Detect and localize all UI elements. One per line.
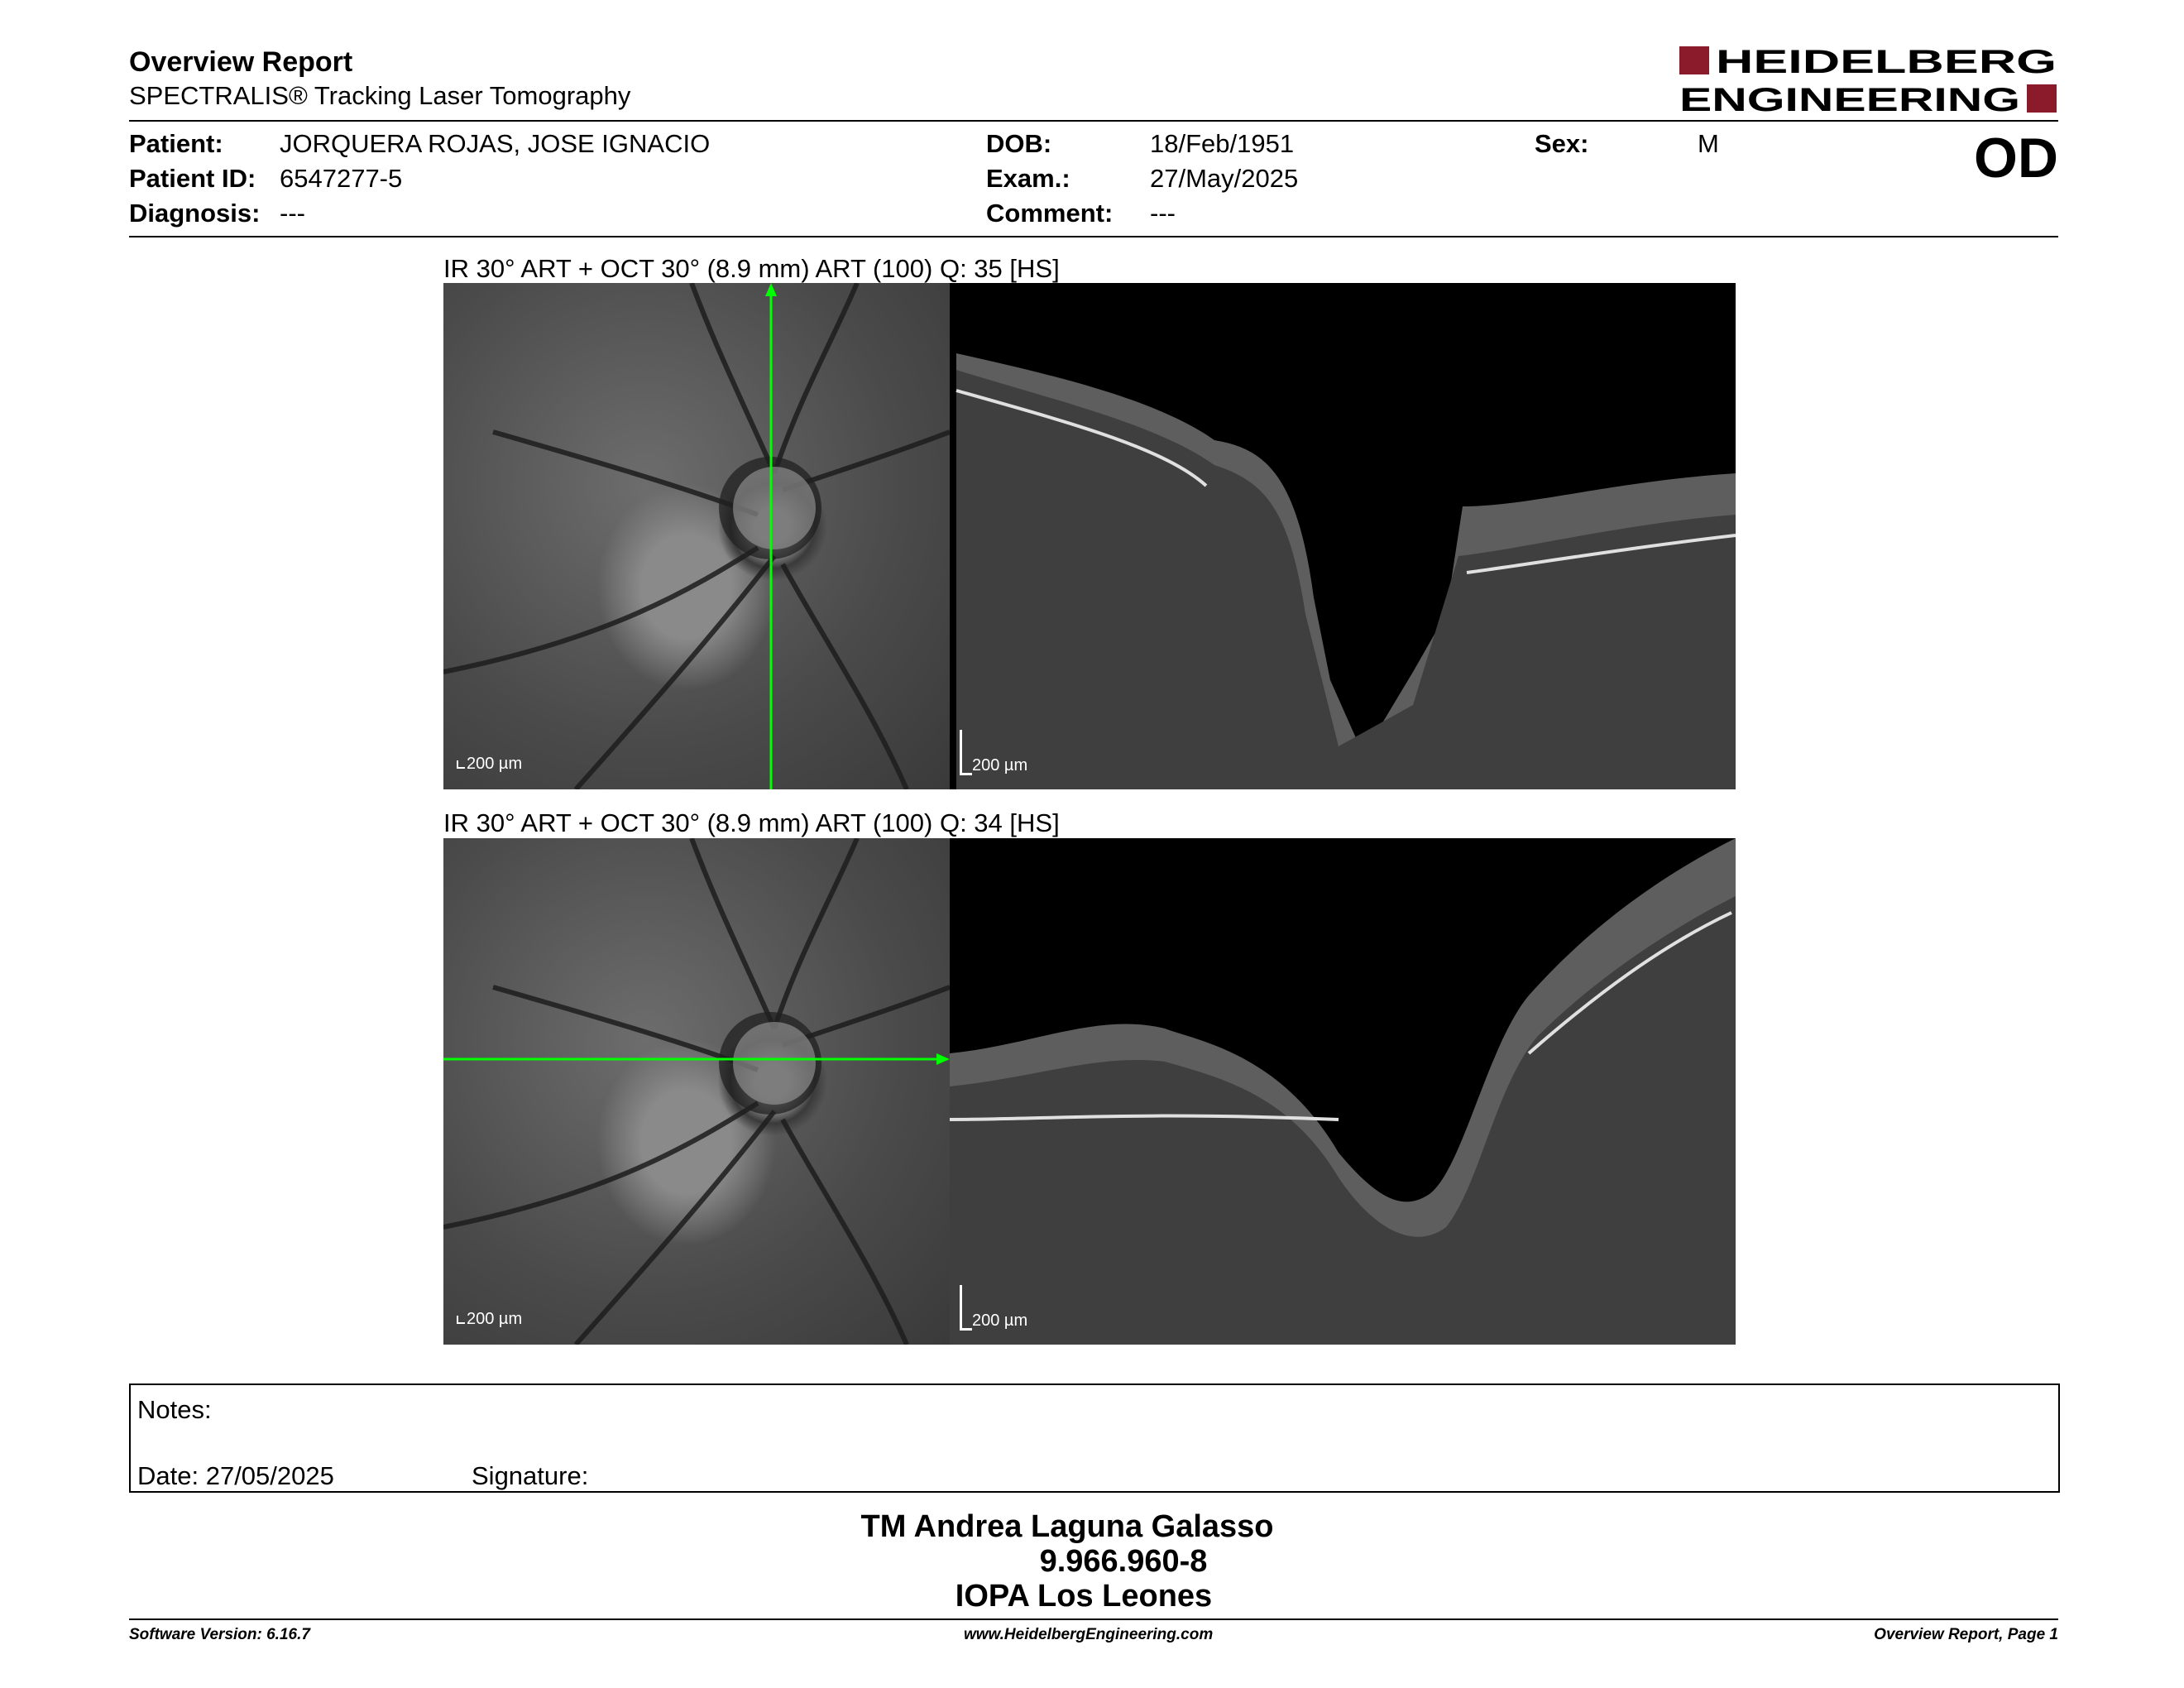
notes-box: [129, 1383, 2060, 1493]
footer-website-link[interactable]: www.HeidelbergEngineering.com: [964, 1626, 1214, 1643]
report-title: Overview Report: [129, 46, 353, 78]
patient-divider: [129, 236, 2058, 237]
signatory-name: TM Andrea Laguna Galasso: [860, 1509, 1274, 1544]
dob-value: 18/Feb/1951: [1150, 129, 1295, 158]
exam-value: 27/May/2025: [1150, 164, 1299, 193]
notes-label: Notes:: [137, 1395, 212, 1424]
signatory-institution: IOPA Los Leones: [955, 1579, 1213, 1614]
exam-label: Exam.:: [986, 164, 1070, 193]
logo-line1: HEIDELBERG: [1716, 45, 2057, 80]
scan-1-fundus-scale: 200 µm: [457, 755, 522, 774]
footer-page-number: Overview Report, Page 1: [1874, 1626, 2058, 1643]
scan-1-fundus-image: [443, 283, 950, 789]
patient-label: Patient:: [129, 129, 223, 158]
dob-label: DOB:: [986, 129, 1052, 158]
report-subtitle: SPECTRALIS® Tracking Laser Tomography: [129, 81, 631, 110]
scan-2-oct-scale: 200 µm: [960, 1285, 1027, 1331]
scan-1-title: IR 30° ART + OCT 30° (8.9 mm) ART (100) Q: 35 [HS]: [443, 254, 1060, 283]
signatory-id: 9.966.960-8: [1039, 1544, 1208, 1579]
date-label: Date: 27/05/2025: [137, 1461, 334, 1490]
scan-1-oct-bscan: [950, 283, 1736, 789]
footer-divider: [129, 1618, 2058, 1620]
scan-2-fundus-vessels: [443, 838, 950, 1345]
scan-1-fundus-vessels: [443, 283, 950, 789]
logo-line2: ENGINEERING: [1679, 82, 2020, 116]
scan-2-fundus-scale: 200 µm: [457, 1310, 522, 1329]
comment-value: ---: [1150, 199, 1176, 228]
scan-2-oct-bscan: [950, 838, 1736, 1345]
diagnosis-label: Diagnosis:: [129, 199, 261, 228]
scan-1-scan-arrow-icon: [765, 283, 777, 296]
patient-id: 6547277-5: [280, 164, 403, 193]
scan-1-oct-scale: 200 µm: [960, 730, 1027, 775]
signature-label: Signature:: [472, 1461, 589, 1490]
heidelberg-logo: [1679, 45, 2058, 116]
scan-2-fundus-image: [443, 838, 950, 1345]
diagnosis-value: ---: [280, 199, 305, 228]
footer-software-version: Software Version: 6.16.7: [129, 1626, 310, 1643]
scan-2-scan-arrow-icon: [936, 1053, 950, 1065]
header-divider: [129, 120, 2058, 122]
scan-2-title: IR 30° ART + OCT 30° (8.9 mm) ART (100) Q: 34 [HS]: [443, 808, 1060, 837]
scan-2-oct-layers: [950, 838, 1736, 1345]
sex-value: M: [1698, 129, 1719, 158]
comment-label: Comment:: [986, 199, 1114, 228]
patient-id-label: Patient ID:: [129, 164, 256, 193]
eye-indicator: OD: [1974, 127, 2058, 189]
scan-1-oct-layers: [950, 283, 1736, 789]
sex-label: Sex:: [1535, 129, 1589, 158]
patient-name: JORQUERA ROJAS, JOSE IGNACIO: [280, 129, 711, 158]
